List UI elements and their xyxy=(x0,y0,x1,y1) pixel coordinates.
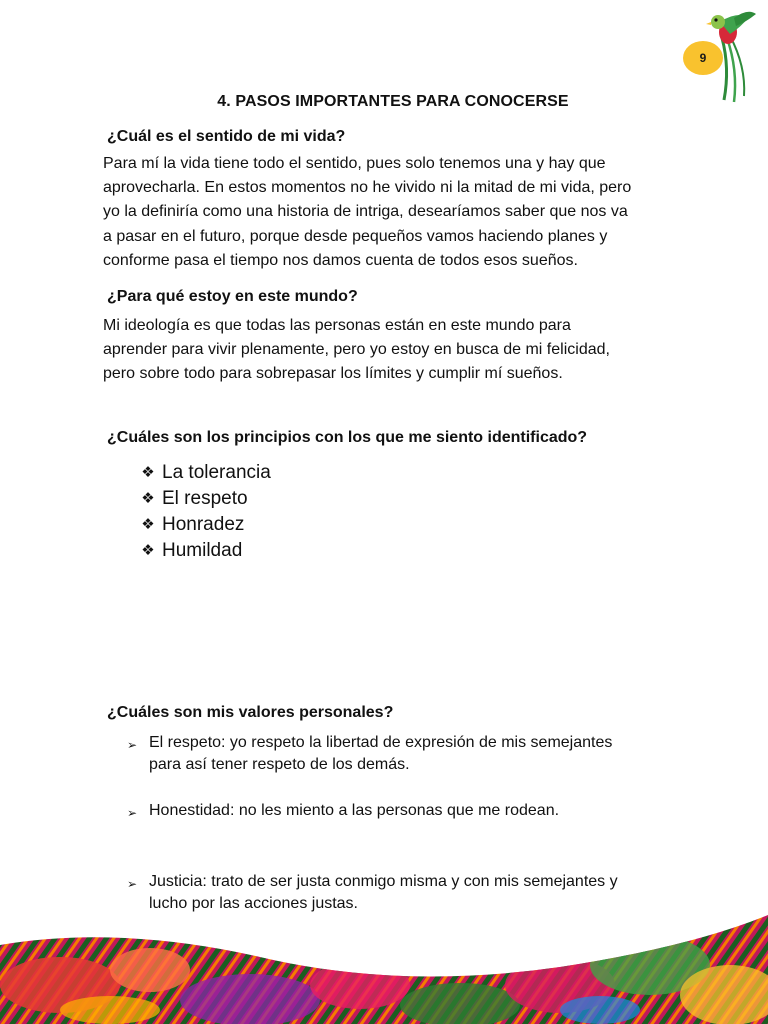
answer-meaning-of-life xyxy=(103,152,631,273)
value-line: Justicia: trato de ser justa conmigo misma y con mis semejantes y xyxy=(149,873,618,890)
diamond-bullet-icon: ❖ xyxy=(141,464,155,481)
question-meaning-of-life: ¿Cuál es el sentido de mi vida? xyxy=(107,128,346,145)
question-personal-values: ¿Cuáles son mis valores personales? xyxy=(107,704,394,721)
paragraph-line: a pasar en el futuro, porque desde pequeños vamos haciendo planes y xyxy=(103,227,608,245)
paragraph-line: aprovecharla. En estos momentos no he vivido ni la mitad de mi vida, pero xyxy=(103,179,632,197)
value-line: lucho por las acciones justas. xyxy=(149,895,358,912)
textile-decoration-band xyxy=(0,915,768,1024)
list-item xyxy=(140,538,271,564)
list-item xyxy=(127,871,618,915)
page-number: 9 xyxy=(699,51,707,65)
value-text xyxy=(149,800,559,822)
list-item xyxy=(127,800,559,824)
document-title: 4. PASOS IMPORTANTES PARA CONOCERSE xyxy=(217,93,569,110)
value-line: Honestidad: no les miento a las personas que me rodean. xyxy=(149,802,560,819)
paragraph-line: pero sobre todo para sobrepasar los límites y cumplir mí sueños. xyxy=(103,365,563,383)
arrow-bullet-icon: ➢ xyxy=(127,738,138,752)
list-item xyxy=(140,460,271,486)
value-text xyxy=(149,732,612,776)
paragraph-line: Para mí la vida tiene todo el sentido, pues solo tenemos una y hay que xyxy=(103,155,606,172)
question-purpose: ¿Para qué estoy en este mundo? xyxy=(107,288,358,305)
arrow-bullet-icon: ➢ xyxy=(127,806,138,820)
paragraph-line: aprender para vivir plenamente, pero yo estoy en busca de mi felicidad, xyxy=(103,341,610,359)
list-item xyxy=(140,512,271,538)
list-item xyxy=(127,732,612,776)
value-line: para así tener respeto de los demás. xyxy=(149,756,410,773)
principle-label: El respeto xyxy=(162,488,248,509)
principles-list xyxy=(140,460,271,564)
paragraph-line: Mi ideología es que todas las personas están en este mundo para xyxy=(103,317,571,334)
list-item xyxy=(140,486,271,512)
answer-purpose xyxy=(103,314,610,387)
diamond-bullet-icon: ❖ xyxy=(141,490,155,507)
paragraph-line: conforme pasa el tiempo nos damos cuenta de todos esos sueños. xyxy=(103,251,578,269)
principle-label: Honradez xyxy=(162,514,245,535)
question-principles: ¿Cuáles son los principios con los que me siento identificado? xyxy=(107,429,588,446)
diamond-bullet-icon: ❖ xyxy=(141,516,155,533)
value-line: El respeto: yo respeto la libertad de expresión de mis semejantes xyxy=(149,734,613,751)
value-text xyxy=(149,871,618,915)
principle-label: La tolerancia xyxy=(162,462,271,483)
page-number-badge xyxy=(683,41,723,75)
diamond-bullet-icon: ❖ xyxy=(141,542,155,559)
paragraph-line: yo la definiría como una historia de intriga, desearíamos saber que nos va xyxy=(103,203,628,221)
arrow-bullet-icon: ➢ xyxy=(127,877,138,891)
principle-label: Humildad xyxy=(162,540,243,561)
